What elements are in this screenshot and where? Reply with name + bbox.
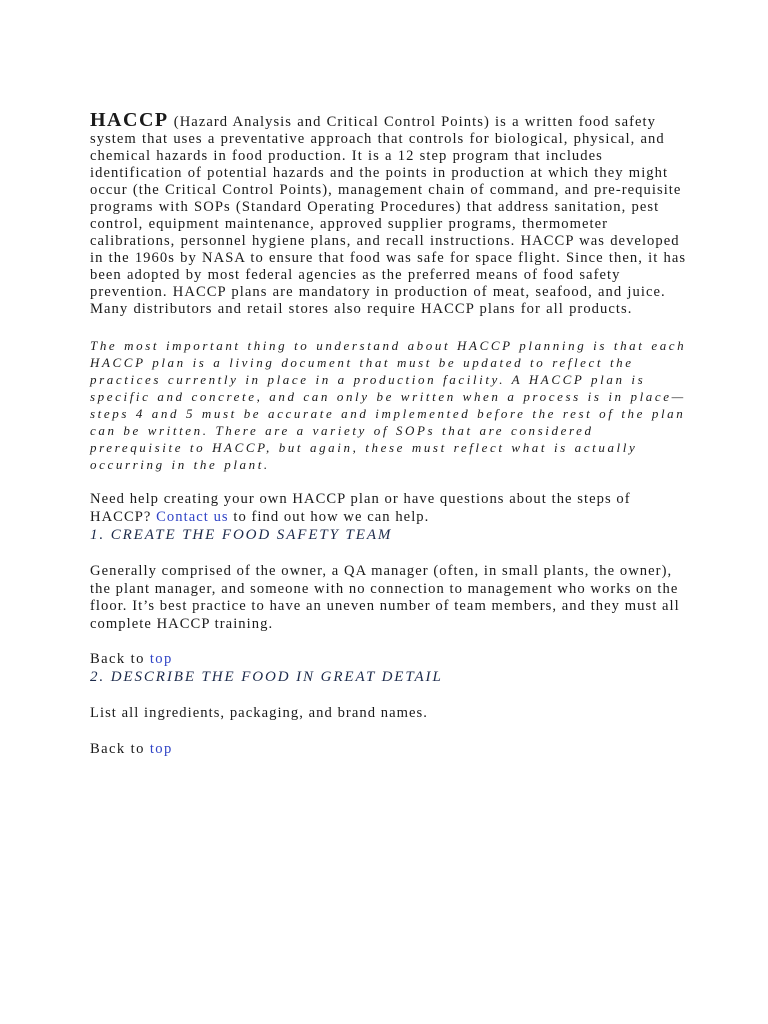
help-paragraph xyxy=(90,491,690,526)
step-1-back-to-top xyxy=(90,650,690,668)
emphasis-paragraph: The most important thing to understand about HACCP planning is that each HACCP plan is a living document that must be updated to reflect the practices currently in place in a production facility. A HACCP plan is specific and concrete, and can only be written when a process is in place—steps 4 and 5 must be accurate and implemented before the rest of the plan can be written. There are a variety of SOPs that are considered prerequisite to HACCP, but again, these must reflect what is actually occurring in the plant. xyxy=(90,338,687,472)
step-2-back-to-top xyxy=(90,740,690,758)
help-text-after: to find out how we can help. xyxy=(228,508,430,525)
step-1-body: Generally comprised of the owner, a QA manager (often, in small plants, the owner), the plant manager, and someone with no connection to management who works on the floor. It’s best practice to have an uneven number of team members, and they must all complete HACCP training. xyxy=(90,563,680,632)
haccp-term: HACCP xyxy=(90,109,169,131)
back-to-label: Back to xyxy=(90,651,150,667)
document-page xyxy=(90,109,690,758)
top-link[interactable]: top xyxy=(149,651,173,667)
back-to-label: Back to xyxy=(90,740,150,757)
step-2-heading: 2. DESCRIBE THE FOOD IN GREAT DETAIL xyxy=(90,669,443,685)
intro-paragraph xyxy=(90,109,690,318)
step-2-body: List all ingredients, packaging, and brand names. xyxy=(90,705,428,721)
top-link[interactable]: top xyxy=(149,740,173,757)
step-1-heading: 1. CREATE THE FOOD SAFETY TEAM xyxy=(90,527,393,543)
contact-us-link[interactable]: Contact us xyxy=(156,508,229,525)
intro-text: (Hazard Analysis and Critical Control Points) is a written food safety system that uses a preventative approach that controls for biological, physical, and chemical hazards in food production. It is a 12 step program that includes identification of potential hazards and the points in production at which they might occur (the Critical Control Points), management chain of command, and pre-requisite programs with SOPs (Standard Operating Procedures) that address sanitation, pest control, equipment maintenance, approved supplier programs, thermometer calibrations, personnel hygiene plans, and recall instructions. HACCP was developed in the 1960s by NASA to ensure that food was safe for space flight. Since then, it has been adopted by most federal agencies as the preferred means of food safety prevention. HACCP plans are mandatory in production of meat, seafood, and juice. Many distributors and retail stores also require HACCP plans for all products. xyxy=(90,114,687,317)
help-text-before: Need help creating your own HACCP plan or have questions about the steps of HACCP? xyxy=(90,491,631,525)
